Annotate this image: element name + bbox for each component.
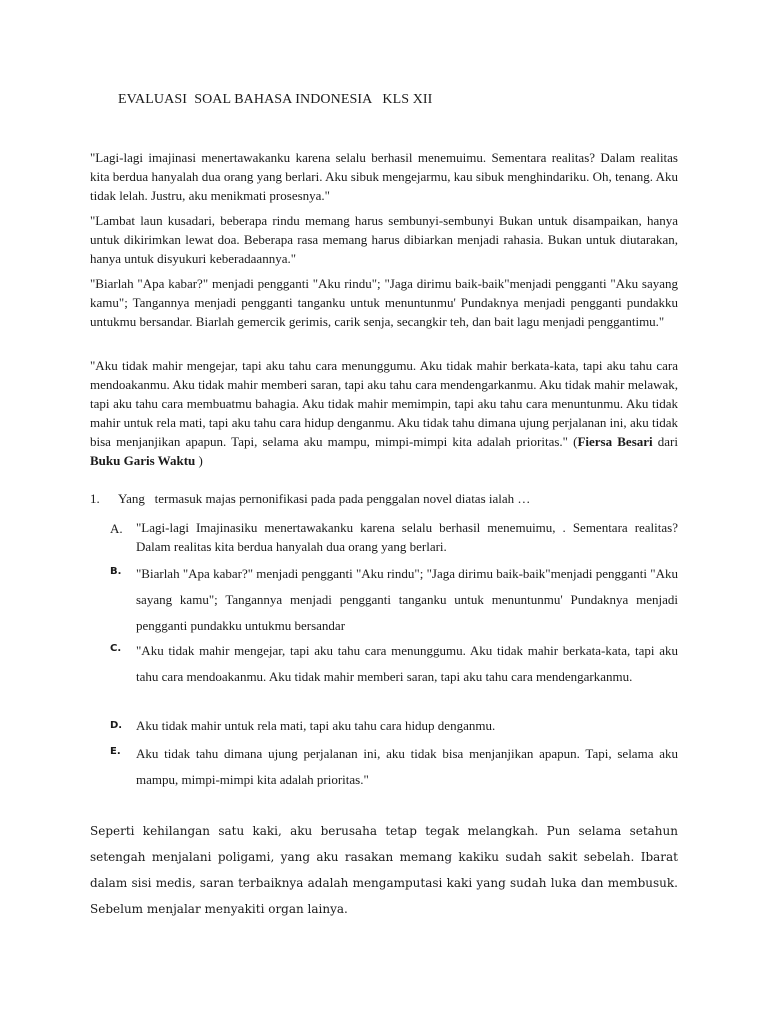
option-b-text: "Biarlah "Apa kabar?" menjadi pengganti "Aku rindu"; "Jaga dirimu baik-baik"menjadi pengganti "Aku sayang kamu"; Tangannya menjadi pengganti tanganku untuk menuntunmu' Pundaknya menjadi pengganti pundakku untukmu bersandar: [136, 566, 678, 633]
quote-paragraph-3: "Biarlah "Apa kabar?" menjadi pengganti "Aku rindu"; "Jaga dirimu baik-baik"menjadi pengganti "Aku sayang kamu"; Tangannya menjadi pengganti tanganku untuk menuntunmu' Pundaknya menjadi pengganti pundakku untukmu bersandar. Biarlah gemercik gerimis, carik senja, secangkir teh, dan bait lagu menjadi penggantimu.": [90, 276, 678, 329]
quote-4-text: "Aku tidak mahir mengejar, tapi aku tahu cara menunggumu. Aku tidak mahir berkata-kata, tapi aku tahu cara mendoakanmu. Aku tidak mahir memberi saran, tapi aku tahu cara mendengarkanmu. Aku tidak mahir melawak, tapi aku tahu cara membuatmu bahagia. Aku tidak mahir memimpin, tapi aku tahu cara menuntunmu. Aku tidak mahir untuk rela mati, tapi aku tahu cara hidup denganmu. Aku tidak tahu dimana ujung perjalanan ini, aku tidak bisa menjanjikan apapun. Tapi, selama aku mampu, mimpi-mimpi kita adalah prioritas." (: [90, 358, 678, 449]
question-1: [90, 491, 690, 507]
option-a-text: "Lagi-lagi Imajinasiku menertawakanku karena selalu berhasil menemuimu, . Sementara realitas? Dalam realitas kita berdua hanyalah dua orang yang berlari.: [136, 520, 678, 554]
option-c-text: "Aku tidak mahir mengejar, tapi aku tahu cara menunggumu. Aku tidak mahir berkata-kata, tapi aku tahu cara mendoakanmu. Aku tidak mahir memberi saran, tapi aku tahu cara mendengarkanmu.: [136, 643, 678, 684]
quote-paragraph-2: "Lambat laun kusadari, beberapa rindu memang harus sembunyi-sembunyi Bukan untuk disampaikan, hanya untuk dikirimkan lewat doa. Beberapa rasa memang harus dibiarkan menjadi rahasia. Bukan untuk diutarakan, hanya untuk disyukuri keberadaannya.": [90, 213, 678, 266]
quote-paragraph-1: "Lagi-lagi imajinasi menertawakanku karena selalu berhasil menemuimu. Sementara realitas? Dalam realitas kita berdua hanyalah dua orang yang berlari. Aku sibuk mengejarmu, kau sibuk menghindariku. Oh, tenang. Aku tidak lelah. Justru, aku menikmati prosesnya.": [90, 150, 678, 203]
option-b-letter: B.: [110, 566, 122, 577]
quote-paragraph-4: [90, 356, 678, 470]
quote-4-author: Fiersa Besari: [577, 434, 653, 449]
quote-4-book: Buku Garis Waktu: [90, 453, 196, 468]
question-number: 1.: [90, 491, 100, 506]
question-text: Yang termasuk majas pernonifikasi pada pada penggalan novel diatas ialah …: [118, 491, 531, 506]
option-a-letter: A.: [110, 521, 123, 536]
option-d-text: Aku tidak mahir untuk rela mati, tapi aku tahu cara hidup denganmu.: [136, 718, 496, 733]
option-d-letter: D.: [110, 720, 123, 731]
option-e-letter: E.: [110, 746, 121, 757]
document-title: EVALUASI SOAL BAHASA INDONESIA KLS XII: [118, 92, 433, 107]
option-c-letter: C.: [110, 643, 122, 654]
option-e-text: Aku tidak tahu dimana ujung perjalanan ini, aku tidak bisa menjanjikan apapun. Tapi, selama aku mampu, mimpi-mimpi kita adalah prioritas.": [136, 746, 678, 787]
quote-4-from: dari: [652, 434, 678, 449]
quote-4-close: ): [195, 453, 203, 468]
closing-paragraph: Seperti kehilangan satu kaki, aku berusaha tetap tegak melangkah. Pun selama setahun setengah menjalani poligami, yang aku rasakan memang kakiku sudah sakit sebelah. Ibarat dalam sisi medis, saran terbaiknya adalah mengamputasi kaki yang sudah luka dan membusuk. Sebelum menjalar menyakiti organ lainya.: [90, 824, 678, 916]
